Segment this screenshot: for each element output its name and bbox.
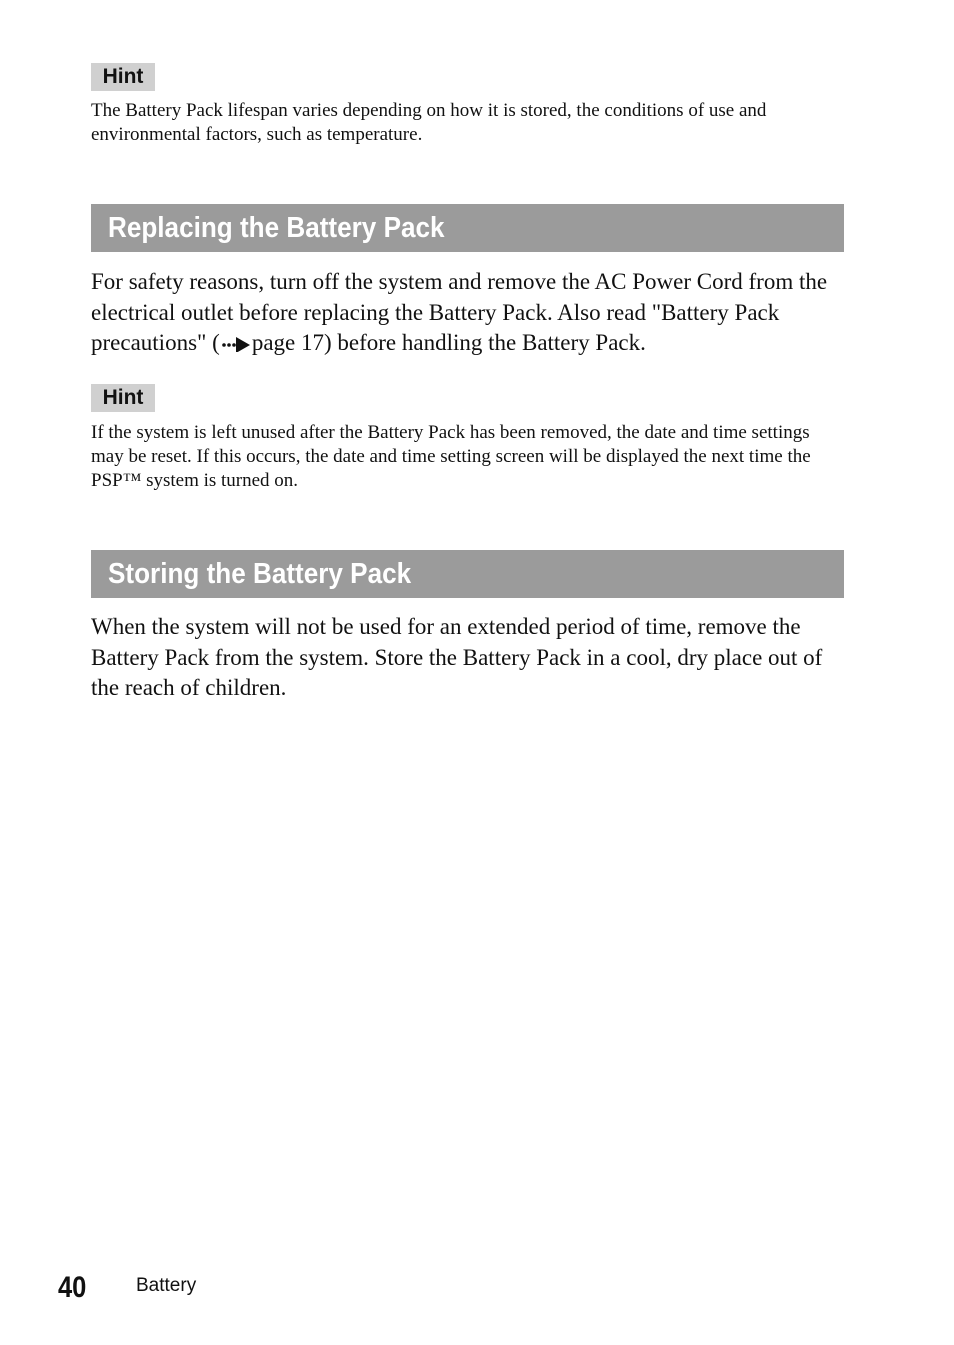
section-header-storing bbox=[91, 550, 844, 598]
hint-text: If the system is left unused after the Battery Pack has been removed, the date and time settings may be reset. If this occurs, the date and time setting screen will be displayed the next time the PSP™ system is turned on. bbox=[91, 422, 811, 491]
section-header-replacing bbox=[91, 204, 844, 252]
section-title: Replacing the Battery Pack bbox=[108, 212, 445, 244]
page-number: 40 bbox=[58, 1271, 87, 1304]
replacing-text-start: For safety reasons, turn off the system and remove the AC Power Cord from the electrical outlet before replacing the Battery Pack. Also read "Battery Pack precautions" ( bbox=[91, 269, 828, 355]
replacing-text-end: page 17) before handling the Battery Pack. bbox=[251, 330, 646, 355]
hint-text: The Battery Pack lifespan varies depending on how it is stored, the conditions of use and environmental factors, such as temperature. bbox=[91, 100, 767, 145]
hint-label: Hint bbox=[91, 63, 155, 91]
replacing-paragraph bbox=[91, 267, 847, 359]
footer-section-label: Battery bbox=[136, 1275, 197, 1296]
section-title: Storing the Battery Pack bbox=[108, 558, 412, 590]
storing-paragraph: When the system will not be used for an extended period of time, remove the Battery Pack from the system. Store the Battery Pack in a cool, dry place out of the reach of children. bbox=[91, 614, 823, 700]
hint-label: Hint bbox=[91, 384, 155, 412]
page-reference-arrow-icon bbox=[221, 336, 251, 352]
